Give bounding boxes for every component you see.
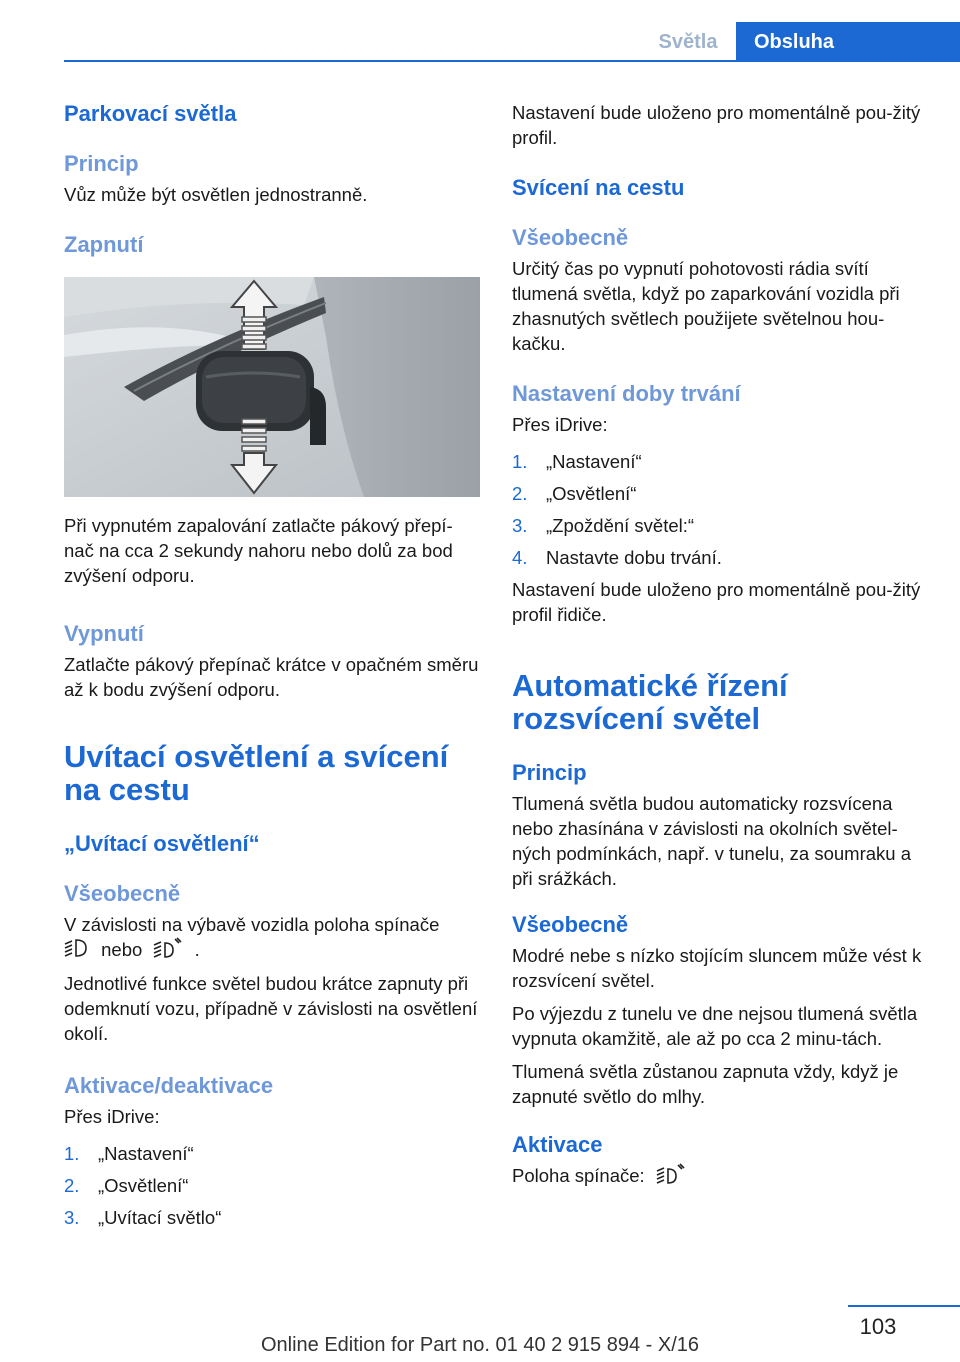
heading-welcome-quote: „Uvítací osvětlení“	[64, 831, 260, 856]
heading-vypnuti: Vypnutí	[64, 621, 144, 646]
heading-welcome-lights: Uvítací osvětlení a svícení na cestu	[64, 739, 449, 807]
lever-arrows-illustration	[64, 277, 480, 497]
text-general-or: nebo	[101, 939, 143, 960]
header-chapter-tab: Obsluha	[736, 22, 960, 62]
header-section-tab: Světla	[658, 31, 718, 53]
heading-road-lighting: Svícení na cestu	[512, 175, 685, 200]
text-general-road: Určitý čas po vypnutí pohotovosti rádia svítí tlumená světla, když po zaparkování vozidla při zhasnutých světlech použijete světelnou hou‐kačku.	[512, 258, 900, 354]
duration-steps-list	[512, 449, 927, 570]
text-idrive: Přes iDrive:	[64, 1106, 160, 1128]
text-saved-top: Nastavení bude uloženo pro momentálně pou‐žitý profil.	[512, 102, 921, 148]
heading-general: Všeobecně	[64, 881, 181, 906]
edition-footer: Online Edition for Part no. 01 40 2 915 894 - X/16	[260, 1334, 700, 1356]
text-princip: Vůz může být osvětlen jednostranně.	[64, 184, 368, 205]
text-general-a	[64, 912, 482, 965]
list-item: 4. Nastavte dobu trvání.	[512, 547, 722, 568]
text-general-auto-a: Modré nebe s nízko stojícím sluncem může vést k rozsvícení světel.	[512, 945, 922, 991]
list-item: 3. „Uvítací světlo“	[64, 1207, 222, 1229]
heading-princip-right: Princip	[512, 760, 587, 785]
right-column	[512, 100, 927, 1191]
text-idrive-right: Přes iDrive:	[512, 414, 608, 435]
text-general-auto-c: Tlumená světla zůstanou zapnuta vždy, když je zapnuté světlo do mlhy.	[512, 1061, 899, 1107]
text-princip-right: Tlumená světla budou automaticky rozsvícena nebo zhasínána v závislosti na okolních světel‐ných podmínkách, např. v tunelu, za soumraku a při srážkách.	[512, 793, 911, 889]
heading-general-road: Všeobecně	[512, 225, 629, 250]
list-item: 3. „Zpoždění světel:“	[512, 515, 695, 536]
header-rule	[64, 60, 960, 62]
list-item: 1. „Nastavení“	[64, 1143, 194, 1165]
auto-light-switch-icon	[64, 938, 90, 964]
lever-illustration	[64, 277, 480, 497]
auto-headlight-switch-icon	[656, 1163, 686, 1191]
heading-activation: Aktivace	[512, 1132, 603, 1157]
text-zapnuti: Při vypnutém zapalování zatlačte pákový přepí‐nač na cca 2 sekundy nahoru nebo dolů za bod zvýšení odporu.	[64, 515, 453, 586]
heading-parking-lights: Parkovací světla	[64, 101, 237, 126]
text-switch-label: Poloha spínače:	[512, 1165, 645, 1186]
text-general-lead: V závislosti na výbavě vozidla poloha spínače	[64, 914, 440, 935]
list-item: 2. „Osvětlení“	[512, 483, 637, 504]
auto-headlight-switch-icon	[153, 937, 183, 965]
heading-general-auto: Všeobecně	[512, 912, 629, 937]
list-item: 2. „Osvětlení“	[64, 1175, 189, 1197]
footer-rule	[848, 1305, 960, 1307]
heading-auto-lights: Automatické řízení rozsvícení světel	[512, 668, 788, 736]
text-general-b: Jednotlivé funkce světel budou krátce zapnuty při odemknutí vozu, případně v závislosti na osvětlení okolí.	[64, 973, 478, 1045]
heading-duration: Nastavení doby trvání	[512, 381, 741, 406]
page-number: 103	[859, 1314, 897, 1339]
heading-princip: Princip	[64, 151, 139, 176]
text-general-auto-b: Po výjezdu z tunelu ve dne nejsou tlumená světla vypnuta okamžitě, ale až po cca 2 minu‐tách.	[512, 1003, 918, 1049]
welcome-steps-list	[64, 1141, 482, 1230]
text-vypnuti: Zatlačte pákový přepínač krátce v opačném směru až k bodu zvýšení odporu.	[64, 654, 479, 700]
text-switch-position	[512, 1163, 927, 1191]
left-column	[64, 100, 482, 1237]
text-saved-driver: Nastavení bude uloženo pro momentálně pou‐žitý profil řidiče.	[512, 579, 921, 625]
heading-activation-deactivation: Aktivace/deaktivace	[64, 1073, 274, 1099]
heading-zapnuti: Zapnutí	[64, 232, 144, 257]
list-item: 1. „Nastavení“	[512, 451, 642, 472]
text-general-end: .	[194, 939, 200, 960]
